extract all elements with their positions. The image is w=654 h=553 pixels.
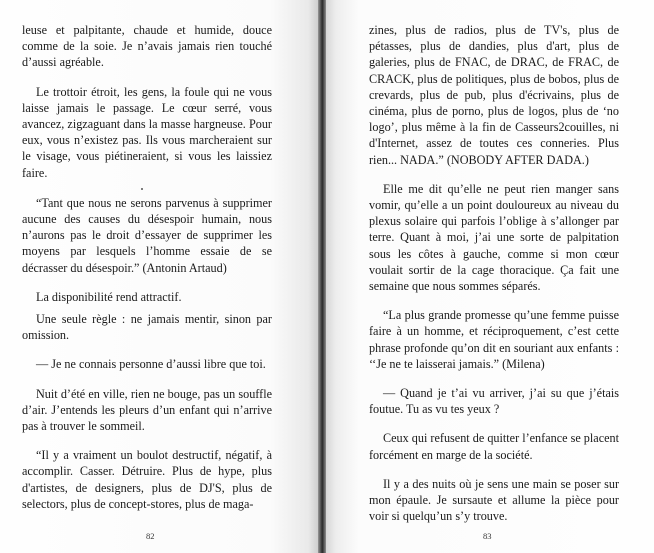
dialogue-line: — Je ne connais personne d’aussi libre que toi. — [36, 357, 266, 372]
book-gutter — [318, 0, 326, 553]
page-number: 82 — [146, 531, 155, 541]
page-number: 83 — [483, 531, 492, 541]
quote-paragraph: “La plus grande promesse qu’une femme puisse faire à un homme, et réciproquement, c’est cette phrase profonde qu’on dit en souriant aux enfants : ‘‘Je ne te laisserai jamais.” (Milena) — [369, 308, 619, 371]
dialogue-line: — Quand je t’ai vu arriver, j’ai su que j’étais foutue. Tu as vu tes yeux ? — [369, 386, 619, 417]
paragraph: Nuit d’été en ville, rien ne bouge, pas un souffle d’air. J’entends les pleurs d’un enfant qui n’arrive pas à trouver le sommeil. — [22, 386, 272, 434]
left-page-text — [22, 22, 272, 525]
paragraph: Elle me dit qu’elle ne peut rien manger sans vomir, qu’elle a un point douloureux au niveau du plexus solaire qui parfois l’oblige à s’allonger par terre. Quant à moi, j’ai une sorte de palpitation sous les côtes à gauche, comme si mon cœur voulait sortir de la cage thoracique. Ça fait une semaine que nous sommes séparés. — [369, 181, 619, 294]
paragraph: Le trottoir étroit, les gens, la foule qui ne vous laisse jamais le passage. Le cœur serré, vous avancez, zigzaguant dans la masse hargneuse. Pour eux, vous n’existez pas. Ils vous marcheraient sur le visage, vous piétineraient, si vous les laissiez faire. — [22, 84, 272, 180]
quote-paragraph: “Il y a vraiment un boulot destructif, négatif, à accomplir. Casser. Détruire. Plus de hype, plus d'artistes, de designers, plus de DJ'S, plus de selectors, plus de concept-stores, plus de maga- — [22, 448, 272, 511]
right-page-text — [369, 22, 619, 537]
paragraph: Il y a des nuits où je sens une main se poser sur mon épaule. Je sursaute et allume la pièce pour voir si quelqu’un s’y trouve. — [369, 476, 619, 524]
left-page — [0, 0, 318, 553]
paragraph: Une seule règle : ne jamais mentir, sinon par omission. — [22, 312, 272, 343]
print-speck — [141, 188, 143, 190]
quote-paragraph: “Tant que nous ne serons parvenus à supprimer aucune des causes du désespoir humain, nous n’aurons pas le droit d’essayer de supprimer les moyens par lesquels l’homme essaie de se décrasser du désespoir.” (Antonin Artaud) — [22, 195, 272, 275]
right-page — [326, 0, 654, 553]
paragraph: zines, plus de radios, plus de TV's, plus de pétasses, plus de dandies, plus d'art, plus de galeries, plus de FNAC, de DRAC, de FRAC, de CRACK, plus de politiques, plus de bobos, plus de crevards, plus de pub, plus d'écrivains, plus de cinéma, plus de porno, plus de logos, plus de ‘no logo’, plus même à la fin de Casseurs2couilles, ni d'Internet, assez de toutes ces conneries. Plus rien... NADA.” (NOBODY AFTER DADA.) — [369, 23, 619, 167]
paragraph: Ceux qui refusent de quitter l’enfance se placent forcément en marge de la société. — [369, 431, 619, 462]
paragraph: leuse et palpitante, chaude et humide, douce comme de la soie. Je n’avais jamais rien touché d’aussi agréable. — [22, 23, 272, 70]
paragraph: La disponibilité rend attractif. — [36, 289, 182, 304]
